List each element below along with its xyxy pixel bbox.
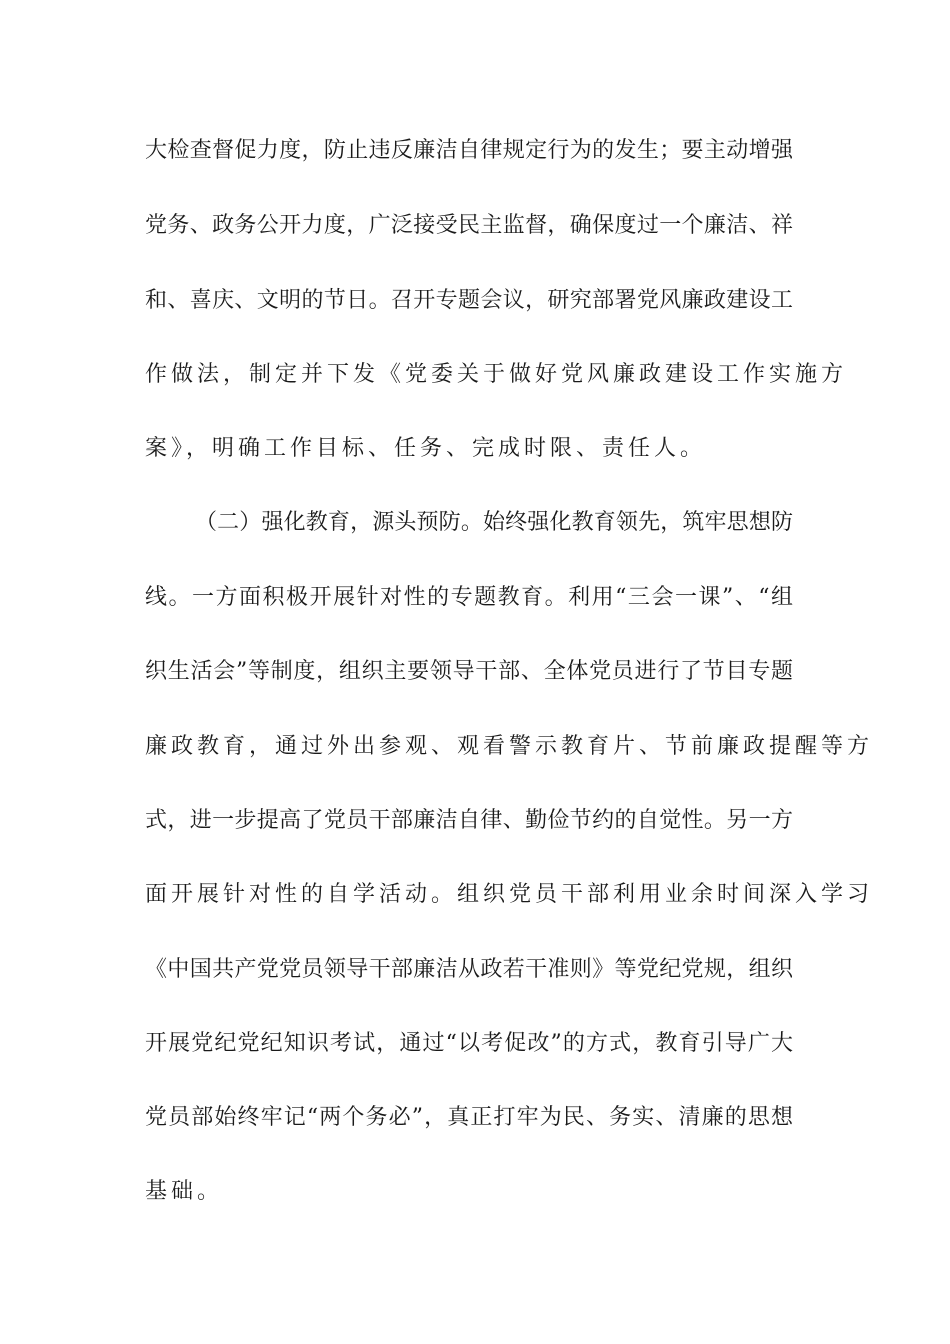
text-line: 面开展针对性的自学活动。组织党员干部利用业余时间深入学习	[145, 882, 874, 907]
section-heading-line: （二）强化教育，源头预防。始终强化教育领先，筑牢思想防	[195, 510, 793, 535]
text-line: 线。一方面积极开展针对性的专题教育。利用“三会一课”、“组	[145, 585, 793, 610]
text-line: 式，进一步提高了党员干部廉洁自律、勤俭节约的自觉性。另一方	[145, 808, 793, 833]
text-line: 和、喜庆、文明的节日。召开专题会议，研究部署党风廉政建设工	[145, 288, 793, 313]
text-line: 案》，明确工作目标、任务、完成时限、责任人。	[145, 436, 707, 461]
text-line: 基础。	[145, 1179, 224, 1204]
text-line: 党员部始终牢记“两个务必”，真正打牢为民、务实、清廉的思想	[145, 1105, 793, 1130]
text-line: 织生活会”等制度，组织主要领导干部、全体党员进行了节目专题	[145, 659, 793, 684]
text-line: 党务、政务公开力度，广泛接受民主监督，确保度过一个廉洁、祥	[145, 213, 793, 238]
text-line: 作做法，制定并下发《党委关于做好党风廉政建设工作实施方	[145, 362, 848, 387]
text-line: 大检查督促力度，防止违反廉洁自律规定行为的发生；要主动增强	[145, 138, 793, 163]
text-line: 开展党纪党纪知识考试，通过“以考促改”的方式，教育引导广大	[145, 1031, 793, 1056]
text-line: 《中国共产党党员领导干部廉洁从政若干准则》等党纪党规，组织	[145, 957, 793, 982]
text-line: 廉政教育，通过外出参观、观看警示教育片、节前廉政提醒等方	[145, 734, 874, 759]
